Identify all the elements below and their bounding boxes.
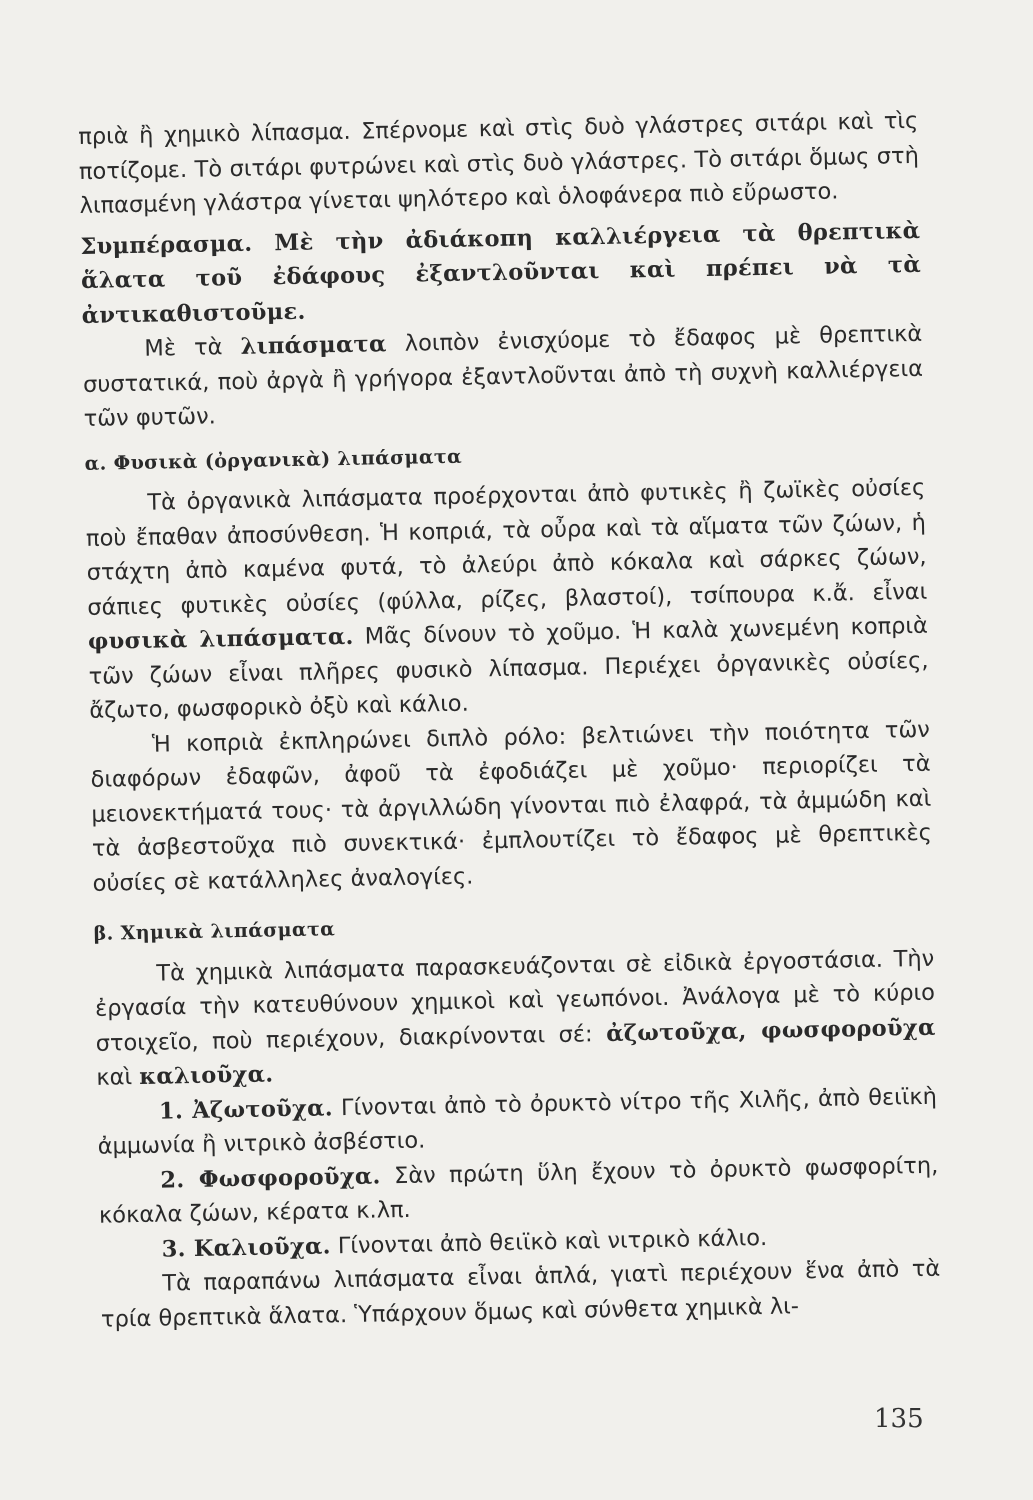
conclusion-paragraph: Συμπέρασμα. Μὲ τὴν ἀδιάκοπη καλλιέργεια τὰ θρεπτικὰ ἅλατα τοῦ ἐδάφους ἐξαντλοῦνται καὶ πρέπει νὰ τὰ ἀντικαθιστοῦμε. [80, 217, 922, 329]
paragraph-3 [85, 471, 929, 729]
page-number: 135 [874, 1404, 924, 1434]
list-item-1-text: Γίνονται ἀπὸ τὸ ὀρυκτὸ νίτρο τῆς Χιλῆς, ἀπὸ θειϊκὴ ἀμμωνία ἢ νιτρικὸ ἀσβέστιο. [97, 1083, 938, 1160]
paragraph-5-text-mid: καὶ [96, 1064, 140, 1091]
paragraph-2 [82, 317, 924, 437]
section-heading-a: α. Φυσικὰ (ὀργανικὰ) λιπάσματα [84, 445, 463, 475]
term-nitrogen-phosphorus: ἀζωτοῦχα, φωσφοροῦχα [605, 1014, 936, 1047]
paragraph-3-text-b: Μᾶς δίνουν τὸ χοῦμο. Ἡ καλὰ χωνεμένη κοπριὰ τῶν ζώων εἶναι πλῆρες φυσικὸ λίπασμα. Περιέχει ὀργανικὲς οὐσίες, ἄζωτο, φωσφορικὸ ὀξὺ καὶ κάλιο. [88, 612, 929, 724]
paragraph-4: Ἡ κοπριὰ ἐκπληρώνει διπλὸ ρόλο: βελτιώνει τὴν ποιότητα τῶν διαφόρων ἐδαφῶν, ἀφοῦ τὰ ἐφοδιάζει μὲ χοῦμο· περιορίζει τὰ μειονεκτήματά τους· τὰ ἀργιλλώδη γίνονται πιὸ ἐλαφρά, τὰ ἀμμώδη καὶ τὰ ἀσβεστοῦχα πιὸ συνεκτικά· ἐμπλουτίζει τὸ ἔδαφος μὲ θρεπτικὲς οὐσίες σὲ κατάλληλες ἀναλογίες. [90, 716, 933, 897]
paragraph-2-text-a: Μὲ τὰ [144, 333, 241, 362]
term-fertilizers: λιπάσματα [240, 331, 387, 360]
list-item-1-label: 1. Ἀζωτοῦχα. [158, 1094, 334, 1125]
page-text [78, 104, 941, 1337]
paragraph-6: Τὰ παραπάνω λιπάσματα εἶναι ἁπλά, γιατὶ περιέχουν ἕνα ἀπὸ τὰ τρία θρεπτικὰ ἅλατα. Ὑπάρχουν ὅμως καὶ σύνθετα χημικὰ λι- [100, 1255, 941, 1333]
list-item-2-label: 2. Φωσφοροῦχα. [160, 1162, 381, 1194]
list-item-3-label: 3. Καλιοῦχα. [161, 1232, 331, 1263]
paragraph-5-text-a: Τὰ χημικὰ λιπάσματα παρασκευάζονται σὲ εἰδικὰ ἐργοστάσια. Τὴν ἐργασία τὴν κατευθύνουν χημικοὶ καὶ γεωπόνοι. Ἀνάλογα μὲ τὸ κύριο στοιχεῖο, ποὺ περιέχουν, διακρίνονται σέ: [94, 945, 936, 1057]
list-item-2-text: Σὰν πρώτη ὕλη ἔχουν τὸ ὀρυκτὸ φωσφορίτη, κόκαλα ζώων, κέρατα κ.λπ. [98, 1152, 939, 1229]
list-item-3-text: Γίνονται ἀπὸ θειϊκὸ καὶ νιτρικὸ κάλιο. [330, 1224, 768, 1259]
term-potassium: καλιοῦχα. [138, 1061, 274, 1090]
paragraph-3-text-a: Τὰ ὀργανικὰ λιπάσματα προέρχονται ἀπὸ φυτικὲς ἢ ζωϊκὲς οὐσίες ποὺ ἔπαθαν ἀποσύνθεση. Ἡ κοπριά, τὰ οὖρα καὶ τὰ αἵματα τῶν ζώων, ἡ στάχτη ἀπὸ καμένα φυτά, τὸ ἀλεύρι ἀπὸ κόκαλα καὶ σάρκες ζώων, σάπιες φυτικὲς οὐσίες (φύλλα, ρίζες, βλαστοί), τσίπουρα κ.ἄ. εἶναι [85, 474, 928, 621]
section-heading-b: β. Χημικὰ λιπάσματα [93, 918, 336, 945]
term-natural-fertilizers: φυσικὰ λιπάσματα. [87, 623, 354, 655]
paragraph-1: πριὰ ἢ χημικὸ λίπασμα. Σπέρνομε καὶ στὶς δυὸ γλάστρες σιτάρι καὶ τὶς ποτίζομε. Τὸ σιτάρι φυτρώνει καὶ στὶς δυὸ γλάστρες. Τὸ σιτάρι ὅμως στὴ λιπασμένη γλάστρα γίνεται ψηλότερο καὶ ὁλοφάνερα πιὸ εὔρωστο. [78, 107, 920, 219]
paragraph-5 [94, 941, 936, 1095]
paragraph-2-text-b: λοιπὸν ἐνισχύομε τὸ ἔδαφος μὲ θρεπτικὰ συστατικά, ποὺ ἀργὰ ἢ γρήγορα ἐξαντλοῦνται ἀπὸ τὴ συχνὴ καλλιέργεια τῶν φυτῶν. [82, 320, 924, 432]
